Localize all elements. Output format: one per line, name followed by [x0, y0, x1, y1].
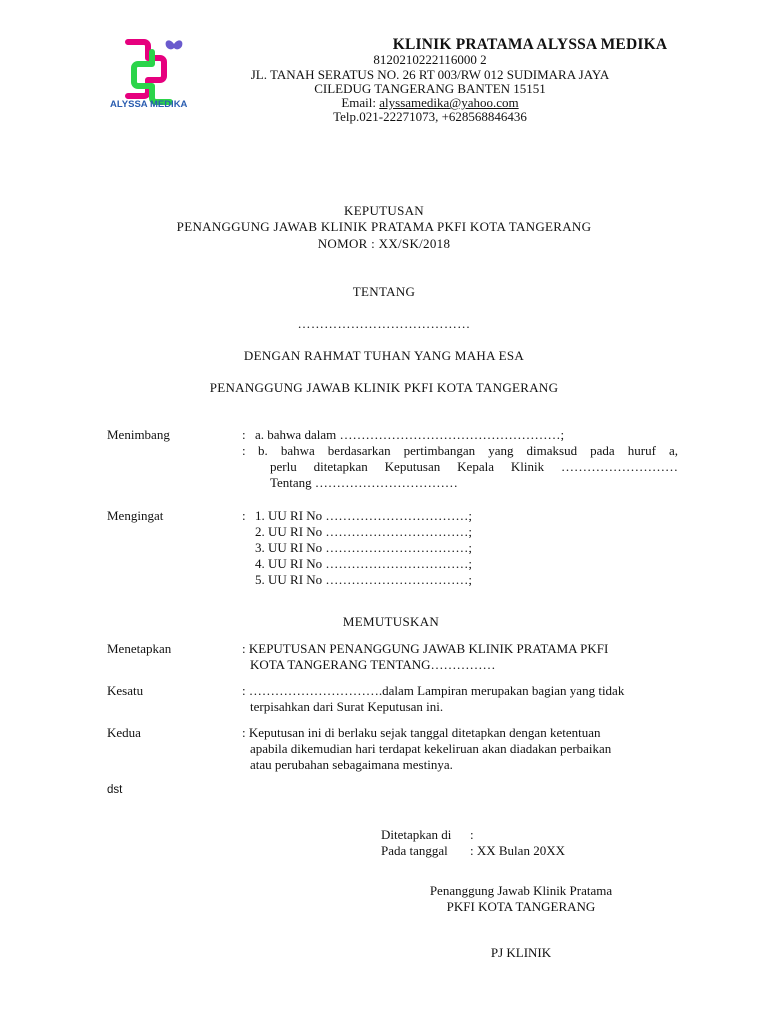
clinic-name: KLINIK PRATAMA ALYSSA MEDIKA [392, 36, 668, 53]
tentang-heading: TENTANG [352, 284, 416, 299]
kedua-label: Kedua [107, 725, 141, 740]
mengingat-item: 1. UU RI No ……………………………; [255, 508, 473, 523]
memutuskan-heading: MEMUTUSKAN [342, 614, 440, 629]
menetapkan-line-1: : KEPUTUSAN PENANGGUNG JAWAB KLINIK PRATAMA PKFI [242, 641, 609, 656]
phone-line: Telp.021-22271073, +628568846436 [333, 109, 527, 124]
mengingat-item: 2. UU RI No ……………………………; [255, 524, 473, 539]
kesatu-line-1: : ………………………….dalam Lampiran merupakan bagian yang tidak [242, 683, 625, 698]
registration-number: 8120210222116000 2 [373, 52, 487, 67]
menimbang-item-a: a. bahwa dalam ……………………………………………; [255, 427, 565, 442]
mengingat-item: 5. UU RI No ……………………………; [255, 572, 473, 587]
doc-issuer: PENANGGUNG JAWAB KLINIK PRATAMA PKFI KOTA TANGERANG [176, 219, 592, 234]
logo-text: ALYSSA MEDIKA [110, 99, 188, 110]
email-label: Email: [341, 95, 376, 110]
ditetapkan-value: : [470, 827, 474, 842]
mengingat-item: 3. UU RI No ……………………………; [255, 540, 473, 555]
kesatu-line-2: terpisahkan dari Surat Keputusan ini. [250, 699, 444, 714]
kedua-line-3: atau perubahan sebagaimana mestinya. [250, 757, 453, 772]
menimbang-item-b-line2: perlu ditetapkan Keputusan Kepala Klinik ……………………… [270, 459, 678, 474]
rahmat-line: DENGAN RAHMAT TUHAN YANG MAHA ESA [243, 348, 525, 363]
mengingat-item: 4. UU RI No ……………………………; [255, 556, 473, 571]
menetapkan-label: Menetapkan [107, 641, 172, 656]
signer-role-1: Penanggung Jawab Klinik Pratama [429, 883, 613, 898]
doc-number: NOMOR : XX/SK/2018 [317, 236, 451, 251]
menimbang-colon-a: : [242, 427, 246, 442]
kedua-line-2: apabila dikemudian hari terdapat kekeliruan akan diadakan perbaikan [250, 741, 612, 756]
menimbang-label: Menimbang [107, 427, 170, 442]
address-line-2: CILEDUG TANGERANG BANTEN 15151 [314, 81, 546, 96]
mengingat-label: Mengingat [107, 508, 164, 523]
menimbang-item-b-line3: Tentang …………………………… [270, 475, 458, 490]
signer-name: PJ KLINIK [490, 945, 552, 960]
mengingat-colon: : [242, 508, 246, 523]
dst-text: dst [107, 784, 123, 796]
email-link[interactable]: alyssamedika@yahoo.com [379, 95, 519, 110]
pj-heading: PENANGGUNG JAWAB KLINIK PKFI KOTA TANGERANG [209, 380, 559, 395]
menetapkan-line-2: KOTA TANGERANG TENTANG…………… [250, 657, 496, 672]
signer-role-2: PKFI KOTA TANGERANG [446, 899, 596, 914]
tanggal-label: Pada tanggal [381, 843, 448, 858]
tanggal-value: : XX Bulan 20XX [470, 843, 565, 858]
address-line-1: JL. TANAH SERATUS NO. 26 RT 003/RW 012 SUDIMARA JAYA [250, 67, 610, 82]
kedua-line-1: : Keputusan ini di berlaku sejak tanggal ditetapkan dengan ketentuan [242, 725, 601, 740]
ditetapkan-label: Ditetapkan di [381, 827, 452, 842]
doc-type: KEPUTUSAN [344, 203, 424, 218]
menimbang-item-b-line1: b. bahwa berdasarkan pertimbangan yang dimaksud pada huruf a, [258, 443, 678, 458]
kesatu-label: Kesatu [107, 683, 144, 698]
tentang-placeholder: ………………………………… [297, 316, 471, 331]
menimbang-colon-b: : [242, 443, 246, 458]
